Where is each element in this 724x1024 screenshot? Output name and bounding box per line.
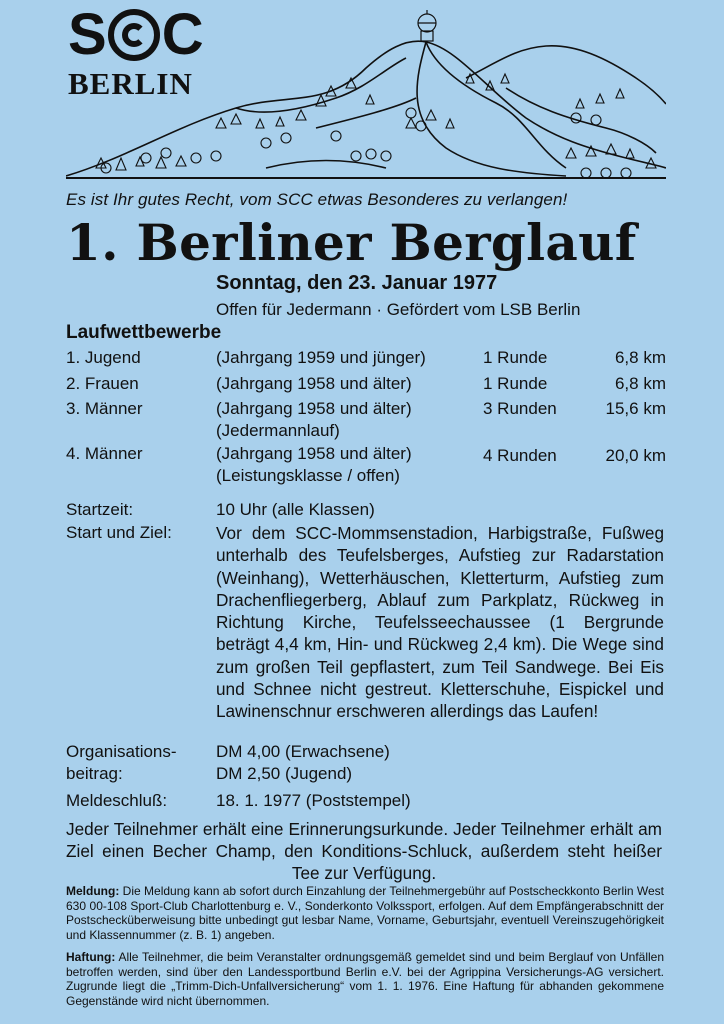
start-ziel-row: Start und Ziel: Vor dem SCC-Mommsenstadion, Harbigstraße, Fußweg unterhalb des Teufelsberges, Aufstieg zur Radarstation (Weinhang), Wetterhäuschen, Kletterturm, Aufstieg zum Drachenfliegerberg, Ablauf zum Parkplatz, Rückweg in Richtung Kirche, Teufelsseechaussee (1 Bergrunde beträgt 4,4 km, Hin- und Rückweg 2,4 km). Die Wege sind zum großen Teil gepflastert, zum Teil Sandwege. Bei Eis und Schnee nicht gestreut. Kletterschuhe, Eispickel und Lawinenschnur erschweren allerdings das Laufen! <box>66 523 664 722</box>
logo-ring-icon <box>108 9 160 61</box>
event-date: Sonntag, den 23. Januar 1977 <box>216 272 498 294</box>
closing-paragraph: Jeder Teilnehmer erhält eine Erinnerungsurkunde. Jeder Teilnehmer erhält am Ziel einen Becher Champ, den Konditions-Schluck, außerdem steht heißer Tee zur Verfügung. <box>66 819 662 883</box>
meldung-paragraph: Meldung: Die Meldung kann ab sofort durch Einzahlung der Teilnehmergebühr auf Postscheckkonto Berlin West 630 00-108 Sport-Club Charlottenburg e. V., Sonderkonto Volkssport, erfolgen. Auf dem Empfängerabschnitt der Postschecküberweisung bitte unbedingt gut lesbar Name, Vorname, Geburtsjahr, eventuell Vereinszugehörigkeit und Klassennummer (z. B. 1) angeben. <box>66 884 664 942</box>
section-title: Laufwettbewerbe <box>66 322 222 343</box>
event-subtitle: Offen für Jedermann · Gefördert vom LSB Berlin <box>216 300 581 319</box>
scc-logo <box>68 2 244 101</box>
logo-berlin-text: BERLIN <box>68 66 193 101</box>
page-title: 1. Berliner Berglauf <box>66 213 637 272</box>
tagline: Es ist Ihr gutes Recht, vom SCC etwas Besonderes zu verlangen! <box>66 190 568 209</box>
logo-scc-mark: S C <box>68 2 203 67</box>
flyer-page: S C BERLIN Es ist Ihr gutes Recht, vom SCC etwas Besonderes zu verlangen! 1. Berliner Berglauf Sonntag, den 23. Januar 1977 Offen für Jedermann · Gefördert vom LSB Berlin Laufwettbewerbe 1. Jugend (Jahrgang 1959 und jünger) 1 Runde 6,8 km 2. Frauen (Jahrgang 1958 und älter) 1 Runde 6,8 km 3. Männer (Jahrgang 1958 und älter) 3 Runden 15,6 km (Jedermannlauf) 4. Männer (Jahrgang 1958 und älter) 4 Runden 20,0 km (Leistungsklasse / offen) Startzeit: 10 Uhr (alle Klassen) Start und Ziel: Vor dem SCC-Mommsenstadion, Harbigstraße, Fußweg unterhalb des Teufelsberges, Aufstieg zur Radarstation (Weinhang), Wetterhäuschen, Kletterturm, Aufstieg zum Drachenfliegerberg, Ablauf zum Parkplatz, Rückweg in Richtung Kirche, Teufelsseechaussee (1 Bergrunde beträgt 4,4 km, Hin- und Rückweg 2,4 km). Die Wege sind zum großen Teil gepflastert, zum Teil Sandwege. Bei Eis und Schnee nicht gestreut. Kletterschuhe, Eispickel und Lawinenschnur erschweren allerdings das Laufen! Organisations- beitrag: DM 4,00 (Erwachsene) DM 2,50 (Jugend) Meldeschluß: 18. 1. 1977 (Poststempel) Jeder Teilnehmer erhält eine Erinnerungsurkunde. Jeder Teilnehmer erhält am Ziel einen Becher Champ, den Konditions-Schluck, außerdem steht heißer Tee zur Verfügung. Meldung: Die Meldung kann ab sofort durch Einzahlung der Teilnehmergebühr auf Postscheckkonto Berlin West 630 00-108 Sport-Club Charlottenburg e. V., Sonderkonto Volkssport, erfolgen. Auf dem Empfängerabschnitt der Postschecküberweisung bitte unbedingt gut lesbar Name, Vorname, Geburtsjahr, eventuell Vereinszugehörigkeit und Klassennummer (z. B. 1) angeben. Haftung: Alle Teilnehmer, die beim Veranstalter ordnungsgemäß gemeldet sind und beim Berglauf von Unfällen betroffen werden, sind über den Landessportbund Berlin e.V. bei der Agrippina Versicherungs-AG versichert. Zugrunde liegt die „Trimm-Dich-Unfallversicherung“ vom 1. 1. 1976. Eine Haftung für abhanden gekommene Gegenstände wird nicht übernommen. <box>66 2 666 1008</box>
beitrag-row: Organisations- beitrag: DM 4,00 (Erwachsene) DM 2,50 (Jugend) <box>66 742 390 783</box>
haftung-paragraph: Haftung: Alle Teilnehmer, die beim Veranstalter ordnungsgemäß gemeldet sind und beim Berglauf von Unfällen betroffen werden, sind über den Landessportbund Berlin e.V. bei der Agrippina Versicherungs-AG versichert. Zugrunde liegt die „Trimm-Dich-Unfallversicherung“ vom 1. 1. 1976. Eine Haftung für abhanden gekommene Gegenstände wird nicht übernommen. <box>66 950 665 1008</box>
